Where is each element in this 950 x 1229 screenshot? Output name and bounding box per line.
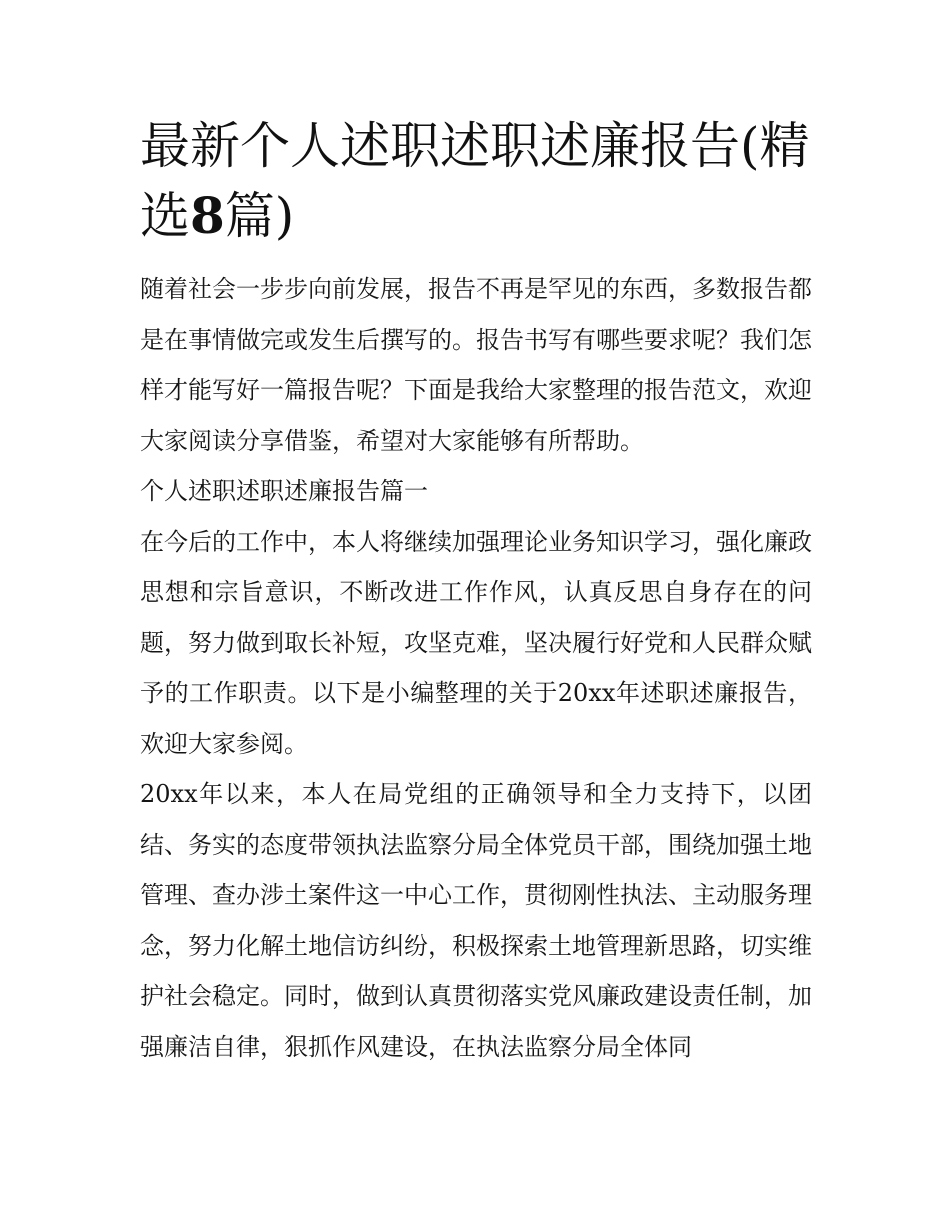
document-content: [140, 112, 812, 1072]
document-title: 最新个人述职述职述廉报告(精选8篇): [140, 117, 810, 245]
intro-paragraph: 随着社会一步步向前发展，报告不再是罕见的东西，多数报告都是在事情做完或发生后撰写的。报告书写有哪些要求呢？我们怎样才能写好一篇报告呢？下面是我给大家整理的报告范文，欢迎大家阅读分享借鉴，希望对大家能够有所帮助。: [140, 275, 812, 455]
title-number: 8: [190, 186, 225, 245]
section-heading: 个人述职述职述廉报告篇一: [140, 477, 428, 505]
body-paragraph-1: 在今后的工作中，本人将继续加强理论业务知识学习，强化廉政思想和宗旨意识，不断改进工作作风，认真反思自身存在的问题，努力做到取长补短，攻坚克难，坚决履行好党和人民群众赋予的工作职责。以下是小编整理的关于20xx年述职述廉报告，欢迎大家参阅。: [140, 527, 812, 758]
title-block: [140, 112, 812, 251]
body-paragraph-2: 20xx年以来，本人在局党组的正确领导和全力支持下，以团结、务实的态度带领执法监察分局全体党员干部，围绕加强土地管理、查办涉土案件这一中心工作，贯彻刚性执法、主动服务理念，努力化解土地信访纠纷，积极探索土地管理新思路，切实维护社会稳定。同时，做到认真贯彻落实党风廉政建设责任制，加强廉洁自律，狠抓作风建设，在执法监察分局全体同: [140, 780, 812, 1061]
